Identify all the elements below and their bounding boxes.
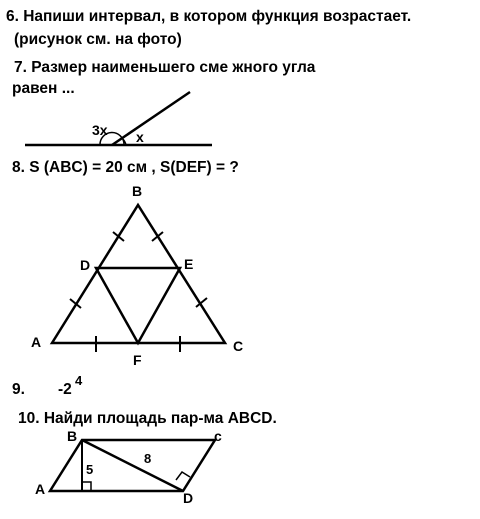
q8-label-e: E — [184, 256, 194, 272]
q8-label-a: A — [31, 334, 42, 350]
q10-label-b: B — [67, 428, 78, 444]
q10-label-c: c — [214, 428, 222, 444]
q8-label-d: D — [80, 257, 91, 273]
q10-label-diagonal: 8 — [144, 451, 152, 466]
q9-exponent: 4 — [75, 373, 83, 388]
q10-diagonal-bd — [82, 440, 183, 491]
q6-line1: 6. Напиши интервал, в котором функция возрастает. — [6, 8, 412, 25]
q8-tick-ab-upper — [113, 232, 124, 241]
q10-label-d: D — [183, 490, 194, 506]
q7-label-x: x — [136, 129, 144, 145]
q7-ray — [112, 92, 190, 145]
q10-text: 10. Найди площадь пар-ма ABCD. — [18, 410, 277, 427]
q10-right-angle-diagonal — [176, 472, 190, 480]
q8-label-c: C — [233, 338, 244, 354]
q10-right-angle-height — [82, 482, 91, 491]
q7-angle-figure — [25, 92, 212, 145]
q7-line1: 7. Размер наименьшего сме жного угла — [14, 59, 316, 76]
q9-number: 9. — [12, 381, 25, 398]
q8-label-b: B — [132, 183, 143, 199]
q9-base: -2 — [58, 381, 72, 398]
q10-label-height: 5 — [86, 462, 94, 477]
q7-line2: равен ... — [12, 80, 75, 97]
q8-text: 8. S (ABC) = 20 см , S(DEF) = ? — [12, 159, 239, 176]
q8-tick-bc-upper — [152, 232, 163, 241]
q8-triangle-figure — [52, 205, 225, 352]
q10-label-a: A — [35, 481, 46, 497]
q8-triangle-abc — [52, 205, 225, 343]
q8-triangle-def — [96, 268, 180, 343]
q6-line2: (рисунок см. на фото) — [14, 31, 182, 48]
q7-label-3x: 3x — [92, 122, 108, 138]
q8-label-f: F — [133, 352, 142, 368]
q10-parallelogram-figure — [50, 440, 215, 491]
